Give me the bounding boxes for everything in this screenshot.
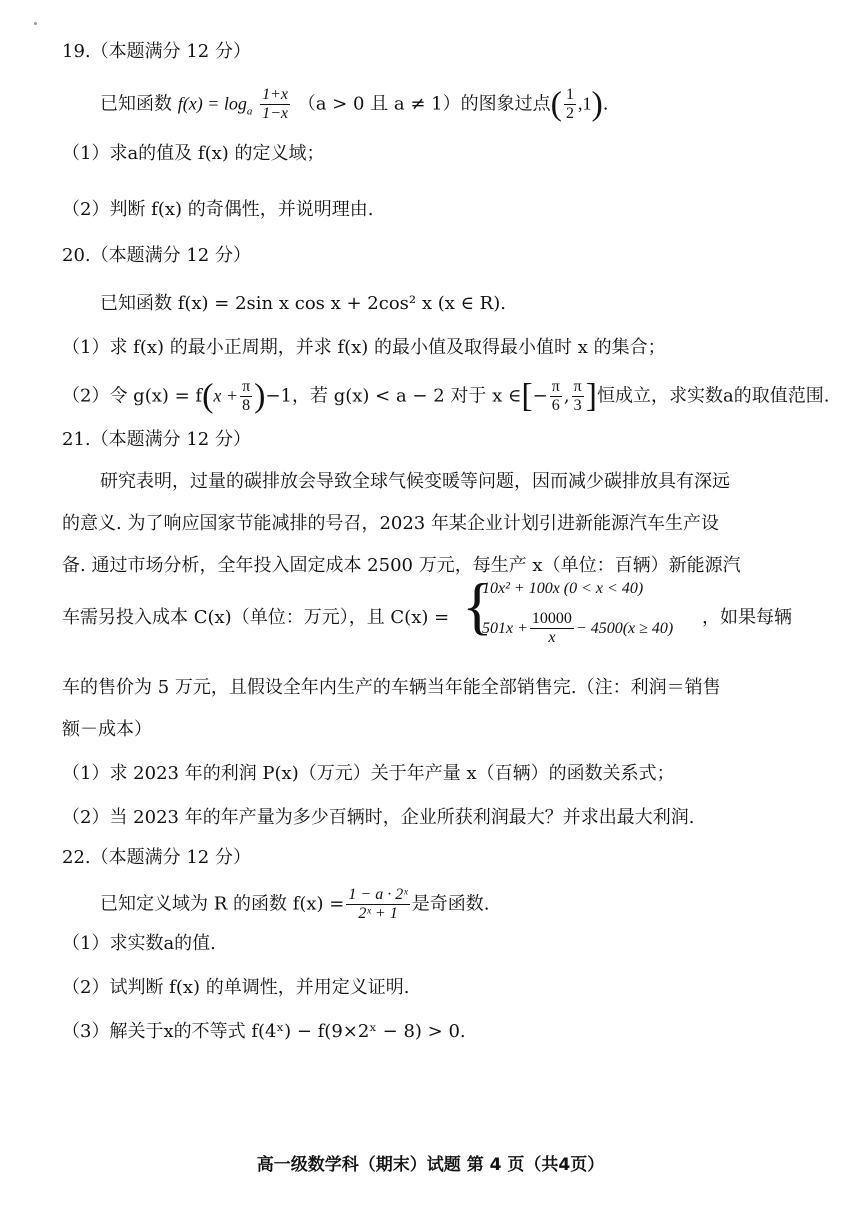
q21-part2: （2）当 2023 年的年产量为多少百辆时，企业所获利润最大？并求出最大利润. xyxy=(62,807,695,828)
q21-case2-frac xyxy=(530,610,574,647)
q20-pi: π xyxy=(242,378,251,395)
q19-point-num: 1 xyxy=(565,86,574,103)
q21-case2 xyxy=(482,610,673,647)
q19-part1: （1）求a的值及 f(x) 的定义域； xyxy=(62,143,325,164)
q20-pi2: π xyxy=(573,378,582,395)
q22-part2: （2）试判断 f(x) 的单调性，并用定义证明. xyxy=(62,977,410,998)
q22-frac-den: 2ˣ + 1 xyxy=(358,905,398,922)
q19-fraction xyxy=(260,86,290,123)
q20-three: 3 xyxy=(573,397,582,414)
q20-part2: （2）令 g(x) = f(x + $\frac{\pi}{8}$ )−1，若 g(x) < a − 2 对于 x ∈[− $\frac{\pi}{6}$ , $\frac{\pi}{3}$ ]恒成立，求实数a的取值范围. xyxy=(62,377,830,415)
q21-case2-post: − 4500(x ≥ 40) xyxy=(575,620,674,637)
q20-inner: x + xyxy=(213,385,239,406)
q19-stem: 已知函数 $f(x) = \log_a$ $\frac{1+x}{1-x}$ （a > 0 且 a ≠ 1）的图象过点( $\frac{1}{2}$ ,1). xyxy=(100,85,609,123)
q20-six: 6 xyxy=(551,397,560,414)
q20-part1: （1）求 f(x) 的最小正周期，并求 f(x) 的最小值及取得最小值时 x 的集合； xyxy=(62,337,666,358)
q20-pi1: π xyxy=(551,378,560,395)
corner-dot xyxy=(34,22,37,25)
q20-stem: 已知函数 f(x) = 2sin x cos x + 2cos² x (x ∈ R). xyxy=(100,293,506,314)
q22-fraction xyxy=(346,886,409,923)
q20-part2-b: −1，若 g(x) < a − 2 对于 x ∈ xyxy=(265,385,522,407)
paren-open: ( xyxy=(550,85,562,123)
q22-heading: 22.（本题满分 12 分） xyxy=(62,847,251,868)
q19-function: f(x) = log xyxy=(177,93,247,114)
q21-case1: 10x² + 100x (0 < x < 40) xyxy=(482,580,644,597)
q22-stem-post: 是奇函数. xyxy=(411,893,490,915)
q21-heading: 21.（本题满分 12 分） xyxy=(62,429,251,450)
q19-stem-text: 已知函数 xyxy=(100,93,172,115)
paren-close: ) xyxy=(591,85,603,123)
q19-frac-num: 1+x xyxy=(262,86,289,103)
q21-brace: { xyxy=(462,570,493,641)
q19-condition: （a > 0 且 a ≠ 1）的图象过点 xyxy=(297,93,551,115)
q19-point-rest: ,1 xyxy=(577,93,592,114)
q21-para-line3: 备. 通过市场分析，全年投入固定成本 2500 万元，每生产 x（单位：百辆）新能源汽 xyxy=(62,555,741,576)
q20-heading: 20.（本题满分 12 分） xyxy=(62,245,251,266)
q21-case2-pre: 501x + xyxy=(482,620,528,637)
q21-part1: （1）求 2023 年的利润 P(x)（万元）关于年产量 x（百辆）的函数关系式； xyxy=(62,763,675,784)
q20-eight: 8 xyxy=(242,397,251,414)
q22-frac-num: 1 − a · 2ˣ xyxy=(348,886,408,903)
q19-point-den: 2 xyxy=(565,105,574,122)
paren-close: ) xyxy=(254,377,266,415)
q19-heading: 19.（本题满分 12 分） xyxy=(62,41,251,62)
q21-para-line1: 研究表明，过量的碳排放会导致全球气候变暖等问题，因而减少碳排放具有深远 xyxy=(100,471,730,492)
q20-minus: − xyxy=(532,385,548,407)
q22-stem xyxy=(100,886,489,923)
q20-pi-3 xyxy=(572,378,584,415)
bracket-close: ] xyxy=(585,377,597,415)
q19-part2: （2）判断 f(x) 的奇偶性，并说明理由. xyxy=(62,199,374,220)
q20-part2-c: 恒成立，求实数a的取值范围. xyxy=(596,385,830,407)
paren-open: ( xyxy=(202,377,214,415)
q21-cost-line: 车需另投入成本 C(x)（单位：万元），且 C(x) = xyxy=(62,607,450,628)
q21-para-line5: 车的售价为 5 万元，且假设全年内生产的车辆当年能全部销售完.（注：利润＝销售 xyxy=(62,677,721,698)
q20-pi-6 xyxy=(550,378,562,415)
q19-log-base: a xyxy=(246,105,253,118)
q19-point-fraction xyxy=(564,86,576,123)
q21-cost-post: ，如果每辆 xyxy=(702,607,792,628)
q19-frac-den: 1−x xyxy=(262,105,289,122)
page-footer: 高一级数学科（期末）试题 第 4 页（共4页） xyxy=(256,1155,605,1175)
q22-stem-pre: 已知定义域为 R 的函数 f(x) = xyxy=(100,893,345,915)
q21-case2-num: 10000 xyxy=(531,610,572,627)
q20-pi-8 xyxy=(240,378,252,415)
bracket-open: [ xyxy=(521,377,533,415)
q20-part2-a: （2）令 g(x) = f xyxy=(62,385,203,407)
q22-part1: （1）求实数a的值. xyxy=(62,933,216,954)
q22-part3: （3）解关于x的不等式 f(4ˣ) − f(9×2ˣ − 8) > 0. xyxy=(62,1021,466,1042)
q21-para-line6: 额－成本） xyxy=(62,719,152,740)
q21-case2-den: x xyxy=(548,629,556,646)
q21-para-line2: 的意义. 为了响应国家节能减排的号召，2023 年某企业计划引进新能源汽车生产设 xyxy=(62,513,719,534)
